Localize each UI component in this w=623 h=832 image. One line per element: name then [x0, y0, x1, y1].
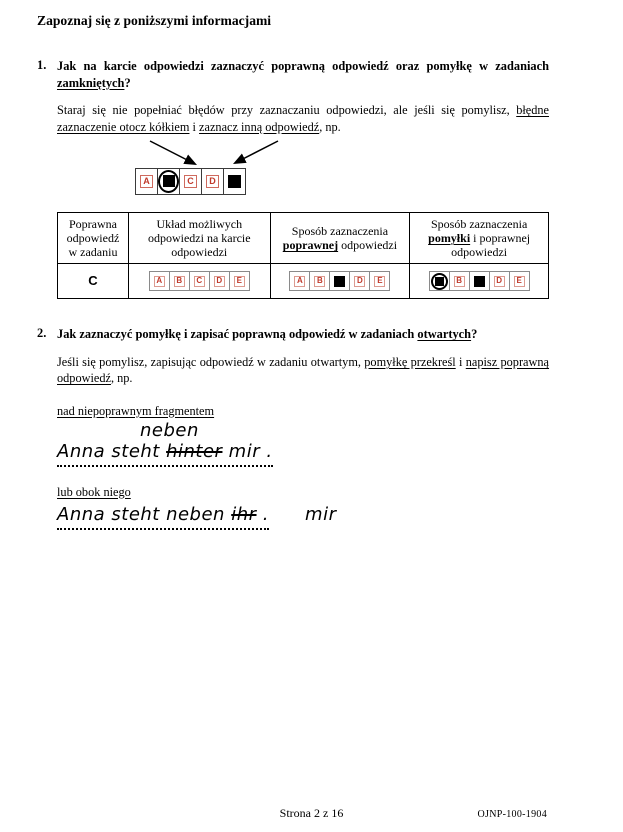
example2-post: .: [256, 503, 269, 525]
mistake-letter-e: E: [514, 276, 525, 287]
correct-cell-c-marked: [329, 271, 350, 291]
filled-square-icon: [435, 277, 444, 286]
example1-sentence-row: [57, 441, 549, 462]
example2-label-text: lub obok niego: [57, 484, 131, 499]
mistake-cell-c-marked: [469, 271, 490, 291]
para1-text-3: , np.: [319, 119, 341, 134]
para2-underlined-2: napisz poprawną odpowiedź: [57, 355, 549, 386]
layout-cell-e: [229, 271, 250, 291]
answer-cell-e-marked: [223, 168, 246, 195]
marking-instructions-table: [57, 212, 549, 299]
layout-cell-d: [209, 271, 230, 291]
para2-underlined-1: pomyłkę przekreśl: [364, 355, 456, 370]
example2-struck-word: ihr: [231, 503, 257, 525]
example1-pre: Anna steht: [57, 440, 167, 462]
layout-cell-a: [149, 271, 170, 291]
answer-strip: [135, 168, 246, 195]
filled-square-icon: [228, 175, 241, 188]
circle-mark-icon: [158, 170, 179, 193]
layout-strip: [149, 271, 250, 291]
page-content: [37, 0, 549, 525]
mistake-cell-e: [509, 271, 530, 291]
correct-cell-b: [309, 271, 330, 291]
layout-letter-d: D: [214, 276, 225, 287]
filled-square-icon: [474, 276, 485, 287]
answer-strip-illustration: [57, 139, 549, 199]
header3-emphasis: poprawnej: [282, 238, 339, 253]
para2-text-2: i: [455, 355, 466, 370]
answer-cell-d: [201, 168, 224, 195]
answer-letter-c: C: [184, 175, 197, 188]
page-title: Zapoznaj się z poniższymi informacjami: [37, 13, 272, 28]
example2-pre: Anna steht neben: [57, 503, 232, 525]
correct-letter-d: D: [354, 276, 365, 287]
section1-number: 1.: [37, 58, 47, 72]
header-correct-answer: Poprawna odpowiedź w zadaniu: [58, 212, 129, 263]
example2-sentence-handwriting: [57, 504, 269, 530]
arrow-to-circled-mark: [150, 141, 195, 164]
section1-heading: [37, 58, 549, 91]
section2-number: 2.: [37, 326, 47, 341]
example2-sentence-row: [57, 504, 549, 525]
mistake-cell-b: [449, 271, 470, 291]
example1-label-text: nad niepoprawnym fragmentem: [57, 403, 215, 418]
header-correct-marking: [270, 212, 410, 263]
mistake-strip: [429, 271, 530, 291]
filled-square-icon: [334, 276, 345, 287]
answer-cell-a: [135, 168, 158, 195]
correct-strip: [289, 271, 390, 291]
section2-heading-text: [57, 326, 549, 343]
cell-layout-strip: [128, 264, 270, 299]
mistake-letter-d: D: [494, 276, 505, 287]
mistake-letter-b: B: [454, 276, 465, 287]
page-number: Strona 2 z 16: [279, 806, 344, 820]
filled-square-icon: [163, 175, 175, 187]
layout-letter-b: B: [174, 276, 185, 287]
mistake-cell-a-marked-circled: [429, 271, 450, 291]
arrow-to-new-mark: [235, 141, 278, 163]
section1-heading-text: [57, 58, 549, 91]
section2-paragraph: [57, 354, 549, 386]
correct-letter-b: B: [314, 276, 325, 287]
document-code: OJNP-100-1904: [477, 809, 547, 820]
layout-cell-c: [189, 271, 210, 291]
example2-label: [57, 485, 549, 500]
example1-struck-word: hinter: [166, 440, 223, 462]
section2-heading: [37, 326, 549, 343]
para2-text: Jeśli się pomylisz, zapisując odpowiedź w zadaniu otwartym,: [57, 355, 365, 370]
section1-heading-underlined: zamkniętych: [57, 75, 125, 90]
section2-heading-underlined: otwartych: [417, 327, 472, 342]
section2-heading-qmark: ?: [471, 327, 478, 342]
circle-mark-icon: [431, 273, 448, 290]
header3-text: Sposób zaznaczenia: [291, 223, 389, 238]
layout-letter-c: C: [194, 276, 205, 287]
answer-cell-c: [179, 168, 202, 195]
para2-text-3: , np.: [110, 371, 133, 386]
answer-letter-d: D: [206, 175, 219, 188]
cell-mistake-strip: [410, 264, 549, 299]
table-row: [58, 264, 549, 299]
para1-underlined-2: zaznacz inną odpowiedź: [199, 119, 320, 134]
cell-correct-strip: [270, 264, 410, 299]
example1-correction-handwriting: neben: [140, 419, 199, 441]
correct-cell-e: [369, 271, 390, 291]
table-header-row: [58, 212, 549, 263]
example1: [37, 404, 549, 462]
section2-heading-main: Jak zaznaczyć pomyłkę i zapisać poprawną odpowiedź w zadaniach: [57, 327, 415, 342]
correct-answer-letter: C: [88, 273, 98, 289]
layout-letter-e: E: [234, 276, 245, 287]
correct-cell-d: [349, 271, 370, 291]
example1-post: mir .: [222, 440, 273, 462]
example1-sentence-handwriting: [57, 441, 273, 467]
correct-cell-a: [289, 271, 310, 291]
mistake-cell-d: [489, 271, 510, 291]
pointer-arrows: [57, 139, 357, 169]
section1-paragraph: [57, 102, 549, 134]
header4-emphasis: pomyłki: [428, 231, 471, 246]
example2: [37, 485, 549, 525]
section1-heading-qmark: ?: [124, 75, 131, 90]
example2-correction-handwriting: mir: [305, 503, 337, 525]
layout-letter-a: A: [154, 276, 165, 287]
correct-letter-a: A: [294, 276, 305, 287]
answer-letter-a: A: [140, 175, 153, 188]
header-mistake-marking: [410, 212, 549, 263]
cell-correct-answer: [58, 264, 129, 299]
header-layout: Układ możliwych odpowiedzi na karcie odpowiedzi: [128, 212, 270, 263]
layout-cell-b: [169, 271, 190, 291]
section1-heading-main: Jak na karcie odpowiedzi zaznaczyć poprawną odpowiedź oraz pomyłkę w zadaniach: [57, 59, 549, 73]
para1-text: Staraj się nie popełniać błędów przy zaznaczaniu odpowiedzi, ale jeśli się pomylisz,: [57, 103, 517, 118]
para1-text-2: i: [189, 119, 200, 134]
answer-cell-b-marked-circled: [157, 168, 180, 195]
correct-letter-e: E: [374, 276, 385, 287]
para1-underlined-1: błędne zaznaczenie otocz kółkiem: [57, 103, 549, 134]
header4-text-2: i poprawnej odpowiedzi: [451, 231, 531, 260]
header4-text: Sposób zaznaczenia: [430, 216, 528, 231]
example1-label: [57, 404, 549, 419]
header3-text-2: odpowiedzi: [338, 238, 398, 253]
